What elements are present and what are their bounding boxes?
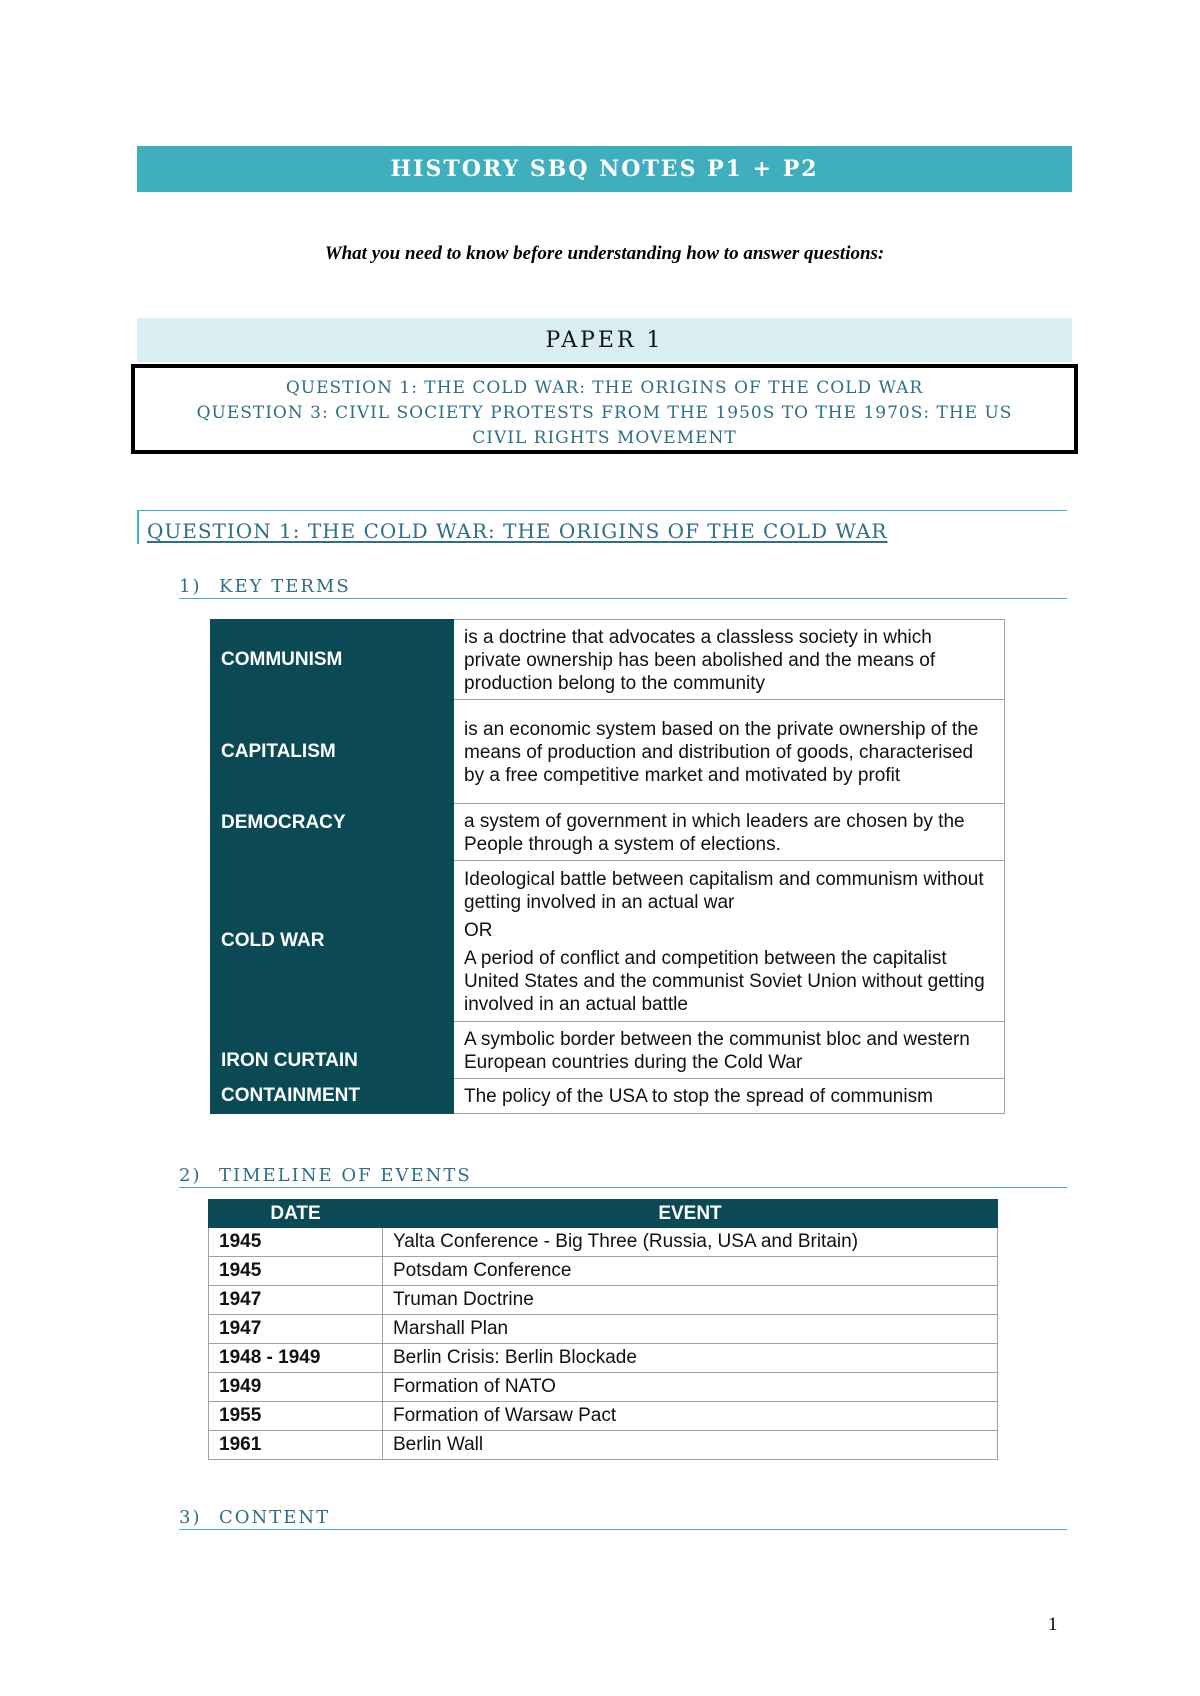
event-cell: Berlin Wall bbox=[383, 1431, 998, 1460]
event-cell: Truman Doctrine bbox=[383, 1286, 998, 1315]
table-row bbox=[209, 1228, 998, 1257]
section-content-heading bbox=[179, 1506, 1067, 1530]
section-number: 3) bbox=[179, 1507, 202, 1528]
subtitle: What you need to know before understanding how to answer questions: bbox=[324, 243, 885, 264]
date-cell: 1947 bbox=[209, 1315, 383, 1344]
date-cell: 1948 - 1949 bbox=[209, 1344, 383, 1373]
term-cell: CONTAINMENT bbox=[211, 1079, 454, 1114]
definition-text: Ideological battle between capitalism and communism without getting involved in an actual war bbox=[464, 868, 984, 913]
section-timeline-heading bbox=[179, 1164, 1067, 1188]
term-cell: CAPITALISM bbox=[211, 700, 454, 804]
date-cell: 1945 bbox=[209, 1228, 383, 1257]
event-cell: Yalta Conference - Big Three (Russia, USA and Britain) bbox=[383, 1228, 998, 1257]
section-key-terms-heading bbox=[179, 575, 1067, 599]
paper-heading bbox=[137, 318, 1072, 362]
definition-cell bbox=[454, 1022, 1005, 1079]
section-label: KEY TERMS bbox=[219, 576, 351, 597]
table-row bbox=[211, 1022, 1005, 1079]
section-number: 1) bbox=[179, 576, 202, 597]
table-row bbox=[211, 804, 1005, 861]
column-header-event: EVENT bbox=[383, 1200, 998, 1228]
table-row bbox=[209, 1344, 998, 1373]
page-number: 1 bbox=[1048, 1614, 1058, 1635]
definition-cell bbox=[454, 700, 1005, 804]
definition-text: OR bbox=[464, 919, 493, 941]
table-row bbox=[209, 1286, 998, 1315]
paper-heading-text: PAPER 1 bbox=[545, 327, 664, 353]
definition-text: A symbolic border between the communist bloc and western European countries during the Cold War bbox=[464, 1028, 970, 1073]
term-cell: COLD WAR bbox=[211, 861, 454, 1022]
definition-text: is a doctrine that advocates a classless society in which private ownership has been abolished and the means of production belong to the community bbox=[464, 626, 936, 694]
table-row bbox=[209, 1431, 998, 1460]
term-cell: IRON CURTAIN bbox=[211, 1022, 454, 1079]
question-1-heading bbox=[137, 510, 1067, 544]
definition-cell bbox=[454, 1079, 1005, 1114]
question-1-heading-text: QUESTION 1: THE COLD WAR: THE ORIGINS OF THE COLD WAR bbox=[147, 519, 888, 543]
paper-question-3: QUESTION 3: CIVIL SOCIETY PROTESTS FROM THE 1950S TO THE 1970S: THE US CIVIL RIGHTS MOVEMENT bbox=[196, 403, 1013, 448]
event-cell: Formation of Warsaw Pact bbox=[383, 1402, 998, 1431]
table-row bbox=[209, 1257, 998, 1286]
date-cell: 1961 bbox=[209, 1431, 383, 1460]
table-row bbox=[211, 700, 1005, 804]
key-terms-table bbox=[210, 619, 1005, 1114]
paper-question-1: QUESTION 1: THE COLD WAR: THE ORIGINS OF THE COLD WAR bbox=[285, 378, 924, 398]
table-row bbox=[211, 1079, 1005, 1114]
table-row bbox=[209, 1402, 998, 1431]
event-cell: Marshall Plan bbox=[383, 1315, 998, 1344]
definition-text: is an economic system based on the private ownership of the means of production and distribution of goods, characterised by a free competitive market and motivated by profit bbox=[464, 718, 979, 786]
definition-text: The policy of the USA to stop the spread of communism bbox=[464, 1086, 933, 1107]
table-header-row bbox=[209, 1200, 998, 1228]
event-cell: Formation of NATO bbox=[383, 1373, 998, 1402]
definition-cell bbox=[454, 804, 1005, 861]
document-title: HISTORY SBQ NOTES P1 + P2 bbox=[390, 156, 819, 182]
term-cell: DEMOCRACY bbox=[211, 804, 454, 861]
section-label: TIMELINE OF EVENTS bbox=[219, 1165, 472, 1186]
table-row bbox=[211, 861, 1005, 1022]
event-cell: Berlin Crisis: Berlin Blockade bbox=[383, 1344, 998, 1373]
document-title-banner bbox=[137, 146, 1072, 192]
event-cell: Potsdam Conference bbox=[383, 1257, 998, 1286]
definition-text: a system of government in which leaders are chosen by the People through a system of elections. bbox=[464, 810, 965, 855]
column-header-date: DATE bbox=[209, 1200, 383, 1228]
date-cell: 1955 bbox=[209, 1402, 383, 1431]
table-row bbox=[211, 620, 1005, 700]
date-cell: 1947 bbox=[209, 1286, 383, 1315]
section-label: CONTENT bbox=[219, 1507, 331, 1528]
definition-text: A period of conflict and competition between the capitalist United States and the communist Soviet Union without getting involved in an actual battle bbox=[464, 947, 985, 1015]
table-row bbox=[209, 1373, 998, 1402]
date-cell: 1949 bbox=[209, 1373, 383, 1402]
table-row bbox=[209, 1315, 998, 1344]
date-cell: 1945 bbox=[209, 1257, 383, 1286]
timeline-table bbox=[208, 1199, 998, 1460]
definition-cell bbox=[454, 620, 1005, 700]
paper-questions-box bbox=[131, 364, 1078, 454]
section-number: 2) bbox=[179, 1165, 202, 1186]
term-cell: COMMUNISM bbox=[211, 620, 454, 700]
definition-cell bbox=[454, 861, 1005, 1022]
